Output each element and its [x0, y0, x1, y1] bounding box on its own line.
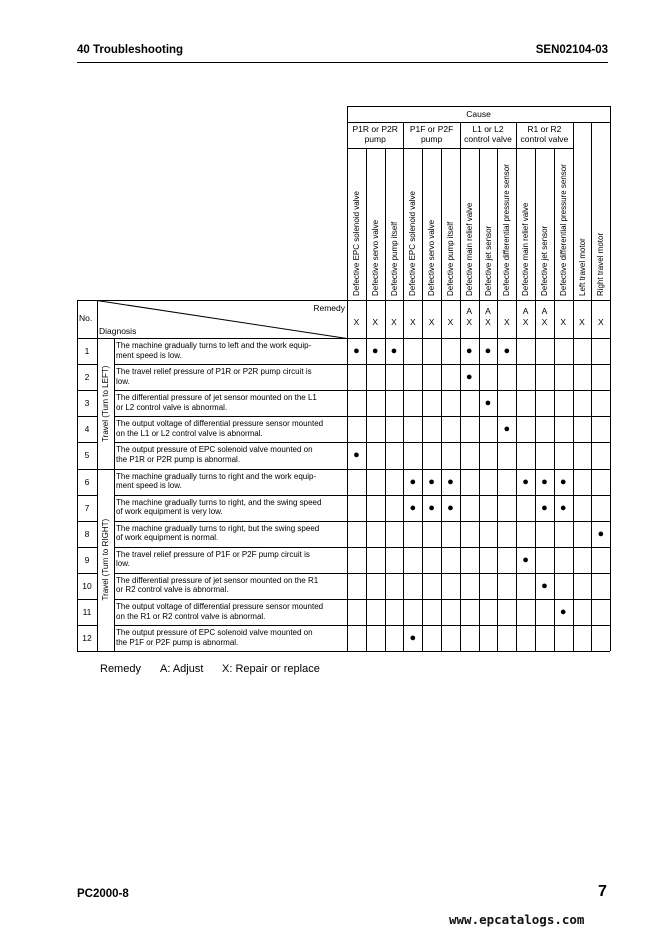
cause-mark: ● [541, 501, 548, 514]
remedy-value: X [409, 317, 416, 327]
cause-mark: ● [353, 345, 360, 357]
row-diagnosis: The output pressure of EPC solenoid valve mounted on the P1R or P2R pump is abnormal. [116, 445, 313, 464]
remedy-value: A X [522, 306, 529, 327]
row-number: 6 [84, 476, 90, 487]
side-group-label: Travel (Turn to RIGHT) [101, 519, 110, 601]
row-rule [114, 625, 610, 626]
cause-mark: ● [503, 423, 511, 436]
cause-column-rule [497, 148, 498, 651]
cause-label-vertical: Defective jet sensor [483, 225, 493, 296]
remedy-value: X [428, 317, 435, 327]
remedy-value: A X [485, 306, 491, 327]
legend-repair: X: Repair or replace [222, 663, 320, 675]
row-rule [77, 651, 97, 652]
cause-label-vertical: Defective servo valve [427, 219, 437, 296]
row-diagnosis: The machine gradually turns to right, and the swing speed of work equipment is very low. [116, 497, 322, 517]
remedy-value: A X [466, 306, 473, 327]
cause-column-rule [554, 148, 555, 651]
row-rule [77, 442, 97, 443]
cause-mark: ● [465, 345, 473, 357]
cause-column-rule [573, 122, 574, 651]
row-rule [114, 495, 610, 496]
row-diagnosis: The output voltage of differential pressure sensor mounted on the L1 or L2 control valve is abnormal. [116, 419, 324, 438]
remedy-value: X [372, 317, 379, 327]
remedy-value: X [560, 317, 567, 327]
diagnosis-label: Diagnosis [99, 326, 137, 336]
cause-label-vertical: Defective differential pressure sensor [558, 164, 568, 296]
cause-mark: ● [522, 475, 529, 488]
cause-label-vertical: Defective differential pressure sensor [502, 164, 512, 296]
cause-mark: ● [522, 553, 529, 566]
cause-column-rule [460, 122, 461, 651]
row-number: 12 [82, 633, 92, 644]
remedy-value: X [447, 317, 454, 327]
cause-column-rule [385, 148, 386, 651]
model-number: PC2000-8 [77, 888, 129, 900]
cause-label-vertical: Defective main relief valve [464, 202, 474, 296]
cause-column-rule [516, 122, 517, 651]
row-rule [114, 469, 610, 470]
cause-label: Cause [466, 109, 491, 119]
row-number: 8 [84, 528, 90, 539]
row-diagnosis: The differential pressure of jet sensor mounted on the R1 or R2 control valve is abnormal. [116, 575, 319, 595]
row-number: 2 [84, 372, 90, 383]
cause-label-vertical: Defective EPC solenoid valve [408, 191, 418, 296]
cause-mark: ● [447, 475, 454, 488]
cause-mark: ● [353, 449, 360, 462]
cause-label-vertical: Defective main relief valve [521, 202, 531, 296]
row-rule [114, 521, 610, 522]
row-number: 10 [82, 580, 92, 591]
document-code: SEN02104-03 [535, 44, 608, 56]
cause-column-rule [347, 106, 348, 651]
cause-mark: ● [409, 475, 417, 488]
cause-group-label: P1R or P2R pump [352, 124, 398, 144]
cause-mark: ● [409, 501, 417, 514]
row-rule [77, 625, 97, 626]
row-rule [77, 573, 97, 574]
cause-mark: ● [409, 632, 417, 645]
row-rule [114, 364, 610, 365]
cause-sub-rule [347, 122, 610, 123]
row-diagnosis: The machine gradually turns to right and the work equip- ment speed is low. [116, 471, 317, 490]
cause-column-rule [441, 148, 442, 651]
cause-column-rule [366, 148, 367, 651]
row-number: 3 [84, 398, 90, 409]
row-rule [77, 495, 97, 496]
no-column-rule [97, 300, 98, 651]
row-rule [114, 442, 610, 443]
no-label: No. [79, 313, 93, 323]
cause-label-vertical: Defective servo valve [370, 219, 380, 296]
legend-title: Remedy [100, 663, 141, 675]
cause-mark: ● [559, 606, 567, 618]
cause-mark: ● [428, 475, 435, 488]
side-group-label: Travel (Turn to LEFT) [101, 365, 110, 442]
remedy-value: X [353, 317, 360, 327]
row-diagnosis: The output voltage of differential pressure sensor mounted on the R1 or R2 control valve is abnormal. [116, 602, 324, 621]
row-number: 5 [84, 450, 90, 461]
cause-mark: ● [390, 345, 398, 357]
cause-label-vertical: Right travel motor [596, 232, 606, 296]
remedy-value: X [597, 317, 604, 327]
header-rule [77, 62, 608, 63]
row-rule [77, 390, 97, 391]
remedy-value: X [579, 317, 585, 327]
cause-mark: ● [428, 501, 435, 514]
cause-column-rule [610, 106, 611, 651]
side-group-rule [97, 469, 114, 470]
row-rule [77, 469, 97, 470]
cause-column-rule [591, 122, 592, 651]
row-rule [114, 416, 610, 417]
row-rule [114, 390, 610, 391]
cause-label-vertical: Defective pump itself [446, 221, 455, 296]
cause-column-rule [422, 148, 423, 651]
cause-group-label: L1 or L2 control valve [464, 124, 512, 144]
row-rule [114, 599, 610, 600]
remedy-value: X [503, 317, 510, 327]
cause-mark: ● [541, 579, 548, 592]
row-rule [77, 364, 97, 365]
row-diagnosis: The machine gradually turns to left and the work equip- ment speed is low. [116, 341, 312, 360]
row-number: 7 [84, 502, 90, 513]
cause-mark: ● [371, 345, 379, 357]
cause-mark: ● [484, 397, 492, 410]
cause-column-rule [403, 122, 404, 651]
cause-group-label: P1F or P2F pump [409, 124, 454, 144]
row-number: 11 [82, 607, 92, 617]
remedy-label: Remedy [313, 303, 345, 313]
row-number: 9 [84, 554, 90, 565]
remedy-value: A X [541, 306, 548, 327]
row-rule [114, 573, 610, 574]
cause-label-vertical: Defective jet sensor [540, 225, 549, 296]
cause-mark: ● [447, 501, 454, 514]
cause-mark: ● [559, 501, 567, 514]
cause-mark: ● [503, 345, 511, 357]
cause-top-rule [347, 106, 610, 107]
cause-mark: ● [484, 345, 492, 357]
page-number: 7 [598, 883, 607, 900]
cause-column-rule [535, 148, 536, 651]
legend-adjust: A: Adjust [160, 663, 204, 675]
cause-label-vertical: Defective EPC solenoid valve [352, 191, 361, 296]
cause-label-vertical: Left travel motor [577, 238, 587, 296]
cause-mark: ● [465, 371, 473, 384]
cause-label-vertical: Defective pump itself [389, 221, 399, 296]
row-rule [77, 599, 97, 600]
watermark: www.epcatalogs.com [449, 912, 585, 927]
row-diagnosis: The travel relief pressure of P1R or P2R pump circuit is low. [116, 367, 312, 386]
row-diagnosis: The output pressure of EPC solenoid valve mounted on the P1F or P2F pump is abnormal. [116, 628, 313, 647]
remedy-value: X [391, 317, 397, 327]
cause-mark: ● [541, 475, 548, 488]
cause-mark: ● [597, 527, 605, 540]
row-number: 1 [84, 346, 90, 356]
cause-mark: ● [559, 475, 567, 488]
troubleshooting-table [77, 106, 610, 652]
row-diagnosis: The travel relief pressure of P1F or P2F pump circuit is low. [116, 549, 310, 569]
row-rule [77, 416, 97, 417]
row-number: 4 [84, 424, 90, 435]
row-diagnosis: The machine gradually turns to right, but the swing speed of work equipment is normal. [116, 523, 320, 543]
section-title: 40 Troubleshooting [77, 44, 184, 56]
row-rule [77, 547, 97, 548]
row-rule [77, 521, 97, 522]
row-rule [114, 547, 610, 548]
row-rule [77, 651, 610, 652]
cause-group-label: R1 or R2 control valve [520, 124, 569, 144]
row-diagnosis: The differential pressure of jet sensor mounted on the L1 or L2 control valve is abnormal. [116, 393, 317, 412]
